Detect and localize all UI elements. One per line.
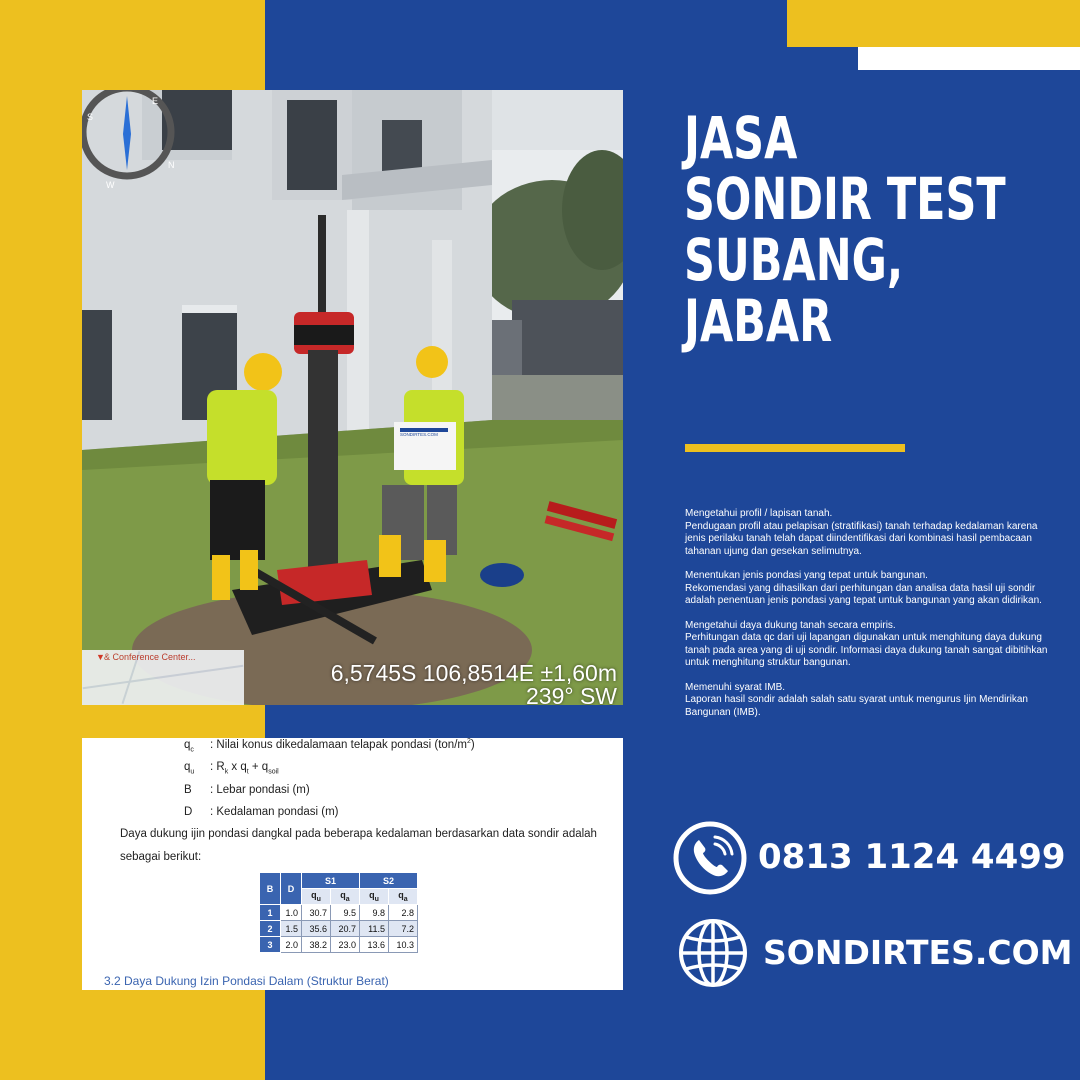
benefit-paragraph: Menentukan jenis pondasi yang tepat untuk bangunan. Rekomendasi yang dihasilkan dari perhitungan dan analisa data hasil uji sondir adalah penentuan jenis pondasi yang tepat untuk bangunan yang akan didirikan. bbox=[685, 570, 1042, 606]
gps-coordinates: 6,5745S 106,8514E ±1,60m bbox=[330, 660, 617, 686]
table-head-s1: S1 bbox=[302, 873, 360, 889]
title-line: JABAR bbox=[684, 287, 833, 355]
benefit-paragraph: Memenuhi syarat IMB. Laporan hasil sondir adalah salah satu syarat untuk mengurus Ijin Mendirikan Bangunan (IMB). bbox=[685, 681, 1028, 718]
table-row: 3 2.0 38.2 23.0 13.6 10.3 bbox=[260, 937, 418, 953]
definition-b: B : Lebar pondasi (m) bbox=[184, 784, 310, 796]
table-subhead: $q_a$ bbox=[331, 889, 360, 905]
definition-qu: $q_u$ : $R_k$ x $q_t + q_{soil}$ bbox=[184, 761, 279, 776]
definition-qc: $q_c$ : Nilai konus dikedalamaan telapak pondasi $(ton/m^2)$ bbox=[184, 738, 475, 754]
website-link[interactable]: SONDIRTES.COM bbox=[763, 933, 1073, 972]
phone-icon bbox=[672, 820, 748, 896]
title-line: SONDIR TEST bbox=[684, 165, 1006, 233]
table-head-d: D bbox=[281, 873, 302, 905]
table-head-s2: S2 bbox=[360, 873, 418, 889]
table-row: 2 1.5 35.6 20.7 11.5 7.2 bbox=[260, 921, 418, 937]
bearing-capacity-table bbox=[259, 872, 418, 953]
title-line: JASA bbox=[684, 104, 798, 172]
site-photo bbox=[82, 90, 623, 705]
phone-number[interactable]: 0813 1124 4499 bbox=[758, 837, 1066, 877]
table-head-b: B bbox=[260, 873, 281, 905]
section-heading: 3.2 Daya Dukung Izin Pondasi Dalam (Struktur Berat) bbox=[104, 974, 389, 988]
compass-letter-n: N bbox=[168, 160, 175, 170]
definition-d: D : Kedalaman pondasi (m) bbox=[184, 806, 339, 818]
title-underline bbox=[685, 444, 905, 452]
gps-overlay bbox=[331, 662, 617, 705]
globe-icon bbox=[677, 917, 749, 989]
paragraph-line-1: Daya dukung ijin pondasi dangkal pada beberapa kedalaman berdasarkan data sondir adalah bbox=[120, 828, 597, 840]
report-excerpt bbox=[82, 738, 623, 990]
compass-letter-e: E bbox=[152, 96, 159, 106]
site-photo-illustration bbox=[82, 90, 623, 705]
benefits-text bbox=[685, 508, 1057, 731]
white-accent-bar bbox=[858, 47, 1080, 70]
map-label: & Conference Center... bbox=[104, 652, 196, 662]
compass-letter-w: W bbox=[106, 180, 115, 190]
paragraph-line-2: sebagai berikut: bbox=[120, 851, 202, 863]
benefit-paragraph: Mengetahui profil / lapisan tanah. Pendugaan profil atau pelapisan (stratifikasi) tanah terhadap kedalaman karena jenis perilaku tanah telah dapat diindentifikasi dari kombinasi hasil pembacaan tahanan ujung dan gesekan selimutnya. bbox=[685, 508, 1038, 557]
map-road bbox=[83, 665, 244, 690]
table-row: 1 1.0 30.7 9.5 9.8 2.8 bbox=[260, 905, 418, 921]
title-line: SUBANG, bbox=[684, 226, 904, 294]
compass-letter-s: S bbox=[87, 112, 94, 122]
table-subhead: $q_u$ bbox=[302, 889, 331, 905]
page-title bbox=[684, 104, 1006, 355]
map-pin-icon: ▼ bbox=[96, 652, 105, 662]
map-thumbnail bbox=[82, 650, 244, 705]
table-subhead: $q_u$ bbox=[360, 889, 389, 905]
yellow-accent-top-right bbox=[787, 0, 1080, 47]
gps-heading: 239° SW bbox=[525, 683, 617, 705]
benefit-paragraph: Mengetahui daya dukung tanah secara empiris. Perhitungan data qc dari uji lapangan digunakan untuk menghitung daya dukung tanah pada area yang di uji sondir. Informasi daya dukung tanah sangat dibitihkan untuk menghitung struktur bangunan. bbox=[685, 619, 1048, 668]
table-subhead: $q_a$ bbox=[389, 889, 418, 905]
board-label: SONDIRTES.COM bbox=[400, 432, 438, 437]
